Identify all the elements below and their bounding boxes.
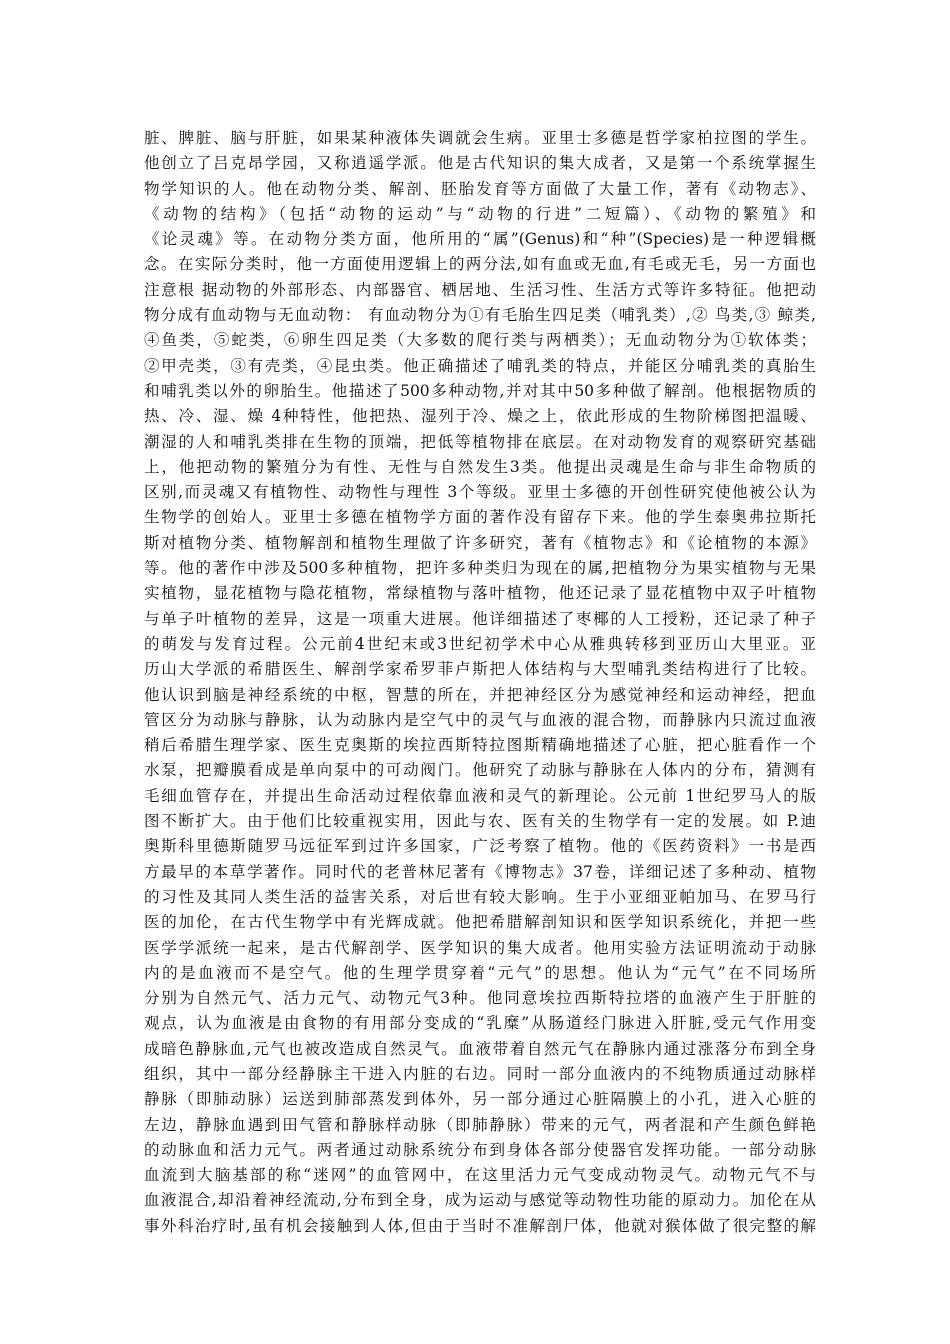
text-line: 他认识到脑是神经系统的中枢，智慧的所在，并把神经区分为感觉神经和运动神经，把血 bbox=[144, 685, 816, 704]
text-line: 实植物，显花植物与隐花植物，常绿植物与落叶植物，他还记录了显花植物中双子叶植物 bbox=[144, 584, 816, 603]
text-line: 组织，其中一部分经静脉主干进入内脏的右边。同时一部分血液内的不纯物质通过动脉样 bbox=[144, 1064, 816, 1083]
text-line: 生物学的创始人。亚里士多德在植物学方面的著作没有留存下来。他的学生泰奥弗拉斯托 bbox=[144, 508, 816, 527]
text-line: 热、冷、湿、燥 4种特性，他把热、湿列于冷、燥之上，依此形成的生物阶梯图把温暖、 bbox=[144, 407, 816, 426]
text-line: 医学学派统一起来，是古代解剖学、医学知识的集大成者。他用实验方法证明流动于动脉 bbox=[144, 938, 816, 957]
text-line: 毛细血管存在，并提出生命活动过程依靠血液和灵气的新理论。公元前 1世纪罗马人的版 bbox=[144, 786, 816, 805]
text-line: 《论灵魂》等。在动物分类方面，他所用的“属”(Genus)和“种”(Species)是一种逻辑概 bbox=[144, 230, 816, 249]
text-line: 斯对植物分类、植物解剖和植物生理做了许多研究，著有《植物志》和《论植物的本源》 bbox=[144, 533, 816, 552]
text-line: 物分成有血动物与无血动物： 有血动物分为①有毛胎生四足类（哺乳类）,② 鸟类,③ 鲸类, bbox=[144, 306, 816, 325]
text-line: 图不断扩大。由于他们比较重视实用，因此与农、医有关的生物学有一定的发展。如 P.迪 bbox=[144, 812, 816, 831]
text-line: 事外科治疗时,虽有机会接触到人体,但由于当时不准解剖尸体，他就对猴体做了很完整的解 bbox=[144, 1216, 816, 1235]
text-line: 历山大学派的希腊医生、解剖学家希罗菲卢斯把人体结构与大型哺乳类结构进行了比较。 bbox=[144, 660, 816, 679]
text-line: 观点，认为血液是由食物的有用部分变成的“乳糜”从肠道经门脉进入肝脏,受元气作用变 bbox=[144, 1014, 816, 1033]
text-line: 稍后希腊生理学家、医生克奥斯的埃拉西斯特拉图斯精确地描述了心脏，把心脏看作一个 bbox=[144, 736, 816, 755]
text-line: 脏、脾脏、脑与肝脏，如果某种液体失调就会生病。亚里士多德是哲学家柏拉图的学生。 bbox=[144, 129, 816, 147]
text-line: 他创立了吕克昂学园，又称逍遥学派。他是古代知识的集大成者，又是第一个系统掌握生 bbox=[144, 154, 816, 173]
text-line: ②甲壳类，③有壳类，④昆虫类。他正确描述了哺乳类的特点，并能区分哺乳类的真胎生 bbox=[144, 356, 816, 375]
text-line: 等。他的著作中涉及500多种植物，把许多种类归为现在的属,把植物分为果实植物与无果 bbox=[144, 559, 816, 578]
text-line: 分别为自然元气、活力元气、动物元气3种。他同意埃拉西斯特拉塔的血液产生于肝脏的 bbox=[144, 989, 816, 1008]
text-line: 与单子叶植物的差异，这是一项重大进展。他详细描述了枣椰的人工授粉，还记录了种子 bbox=[144, 609, 816, 628]
text-line: 血液混合,却沿着神经流动,分布到全身，成为运动与感觉等动物性功能的原动力。加伦在从 bbox=[144, 1191, 816, 1210]
text-line: 医的加伦，在古代生物学中有光辉成就。他把希腊解剖知识和医学知识系统化，并把一些 bbox=[144, 913, 816, 932]
text-line: 管区分为动脉与静脉，认为动脉内是空气中的灵气与血液的混合物，而静脉内只流过血液 bbox=[144, 710, 816, 729]
text-line: 方最早的本草学著作。同时代的老普林尼著有《博物志》37卷，详细记述了多种动、植物 bbox=[144, 862, 816, 881]
text-line: 的动脉血和活力元气。两者通过动脉系统分布到身体各部分使器官发挥功能。一部分动脉 bbox=[144, 1140, 816, 1159]
text-line: 的习性及其同人类生活的益害关系，对后世有较大影响。生于小亚细亚帕加马、在罗马行 bbox=[144, 887, 816, 906]
text-line: 内的是血液而不是空气。他的生理学贯穿着“元气”的思想。他认为“元气”在不同场所 bbox=[144, 963, 816, 982]
text-line: 上，他把动物的繁殖分为有性、无性与自然发生3类。他提出灵魂是生命与非生命物质的 bbox=[144, 457, 816, 476]
text-line: 注意根 据动物的外部形态、内部器官、栖居地、生活习性、生活方式等许多特征。他把动 bbox=[144, 280, 816, 299]
text-line: 成暗色静脉血,元气也被改造成自然灵气。血液带着自然元气在静脉内通过涨落分布到全身 bbox=[144, 1039, 816, 1058]
text-line: ④鱼类，⑤蛇类，⑥卵生四足类（大多数的爬行类与两栖类）；无血动物分为①软体类； bbox=[144, 331, 816, 350]
text-line: 奥斯科里德斯随罗马远征军到过许多国家，广泛考察了植物。他的《医药资料》一书是西 bbox=[144, 837, 816, 856]
text-line: 念。在实际分类时，他一方面使用逻辑上的两分法,如有血或无血,有毛或无毛，另一方面也 bbox=[144, 255, 816, 274]
text-line: 的萌发与发育过程。公元前4世纪末或3世纪初学术中心从雅典转移到亚历山大里亚。亚 bbox=[144, 634, 816, 653]
text-line: 物学知识的人。他在动物分类、解剖、胚胎发育等方面做了大量工作，著有《动物志》、 bbox=[144, 179, 816, 198]
body-paragraph bbox=[144, 126, 816, 1239]
text-line: 水泵，把瓣膜看成是单向泵中的可动阀门。他研究了动脉与静脉在人体内的分布，猜测有 bbox=[144, 761, 816, 780]
text-line: 静脉（即肺动脉）运送到肺部蒸发到体外，另一部分通过心脏隔膜上的小孔，进入心脏的 bbox=[144, 1090, 816, 1109]
text-line: 区别,而灵魂又有植物性、动物性与理性 3个等级。亚里士多德的开创性研究使他被公认为 bbox=[144, 483, 816, 502]
text-line: 潮湿的人和哺乳类排在生物的顶端，把低等植物排在底层。在对动物发育的观察研究基础 bbox=[144, 432, 816, 451]
text-line: 和哺乳类以外的卵胎生。他描述了500多种动物,并对其中50多种做了解剖。他根据物质的 bbox=[144, 381, 816, 400]
text-line: 左边，静脉血遇到田气管和静脉样动脉（即肺静脉）带来的元气，两者混和产生颜色鲜艳 bbox=[144, 1115, 816, 1134]
text-line: 血流到大脑基部的称“迷网”的血管网中，在这里活力元气变成动物灵气。动物元气不与 bbox=[144, 1166, 816, 1185]
text-line: 《动物的结构》（包括“动物的运动”与“动物的行进”二短篇）、《动物的繁殖》和 bbox=[144, 204, 816, 223]
